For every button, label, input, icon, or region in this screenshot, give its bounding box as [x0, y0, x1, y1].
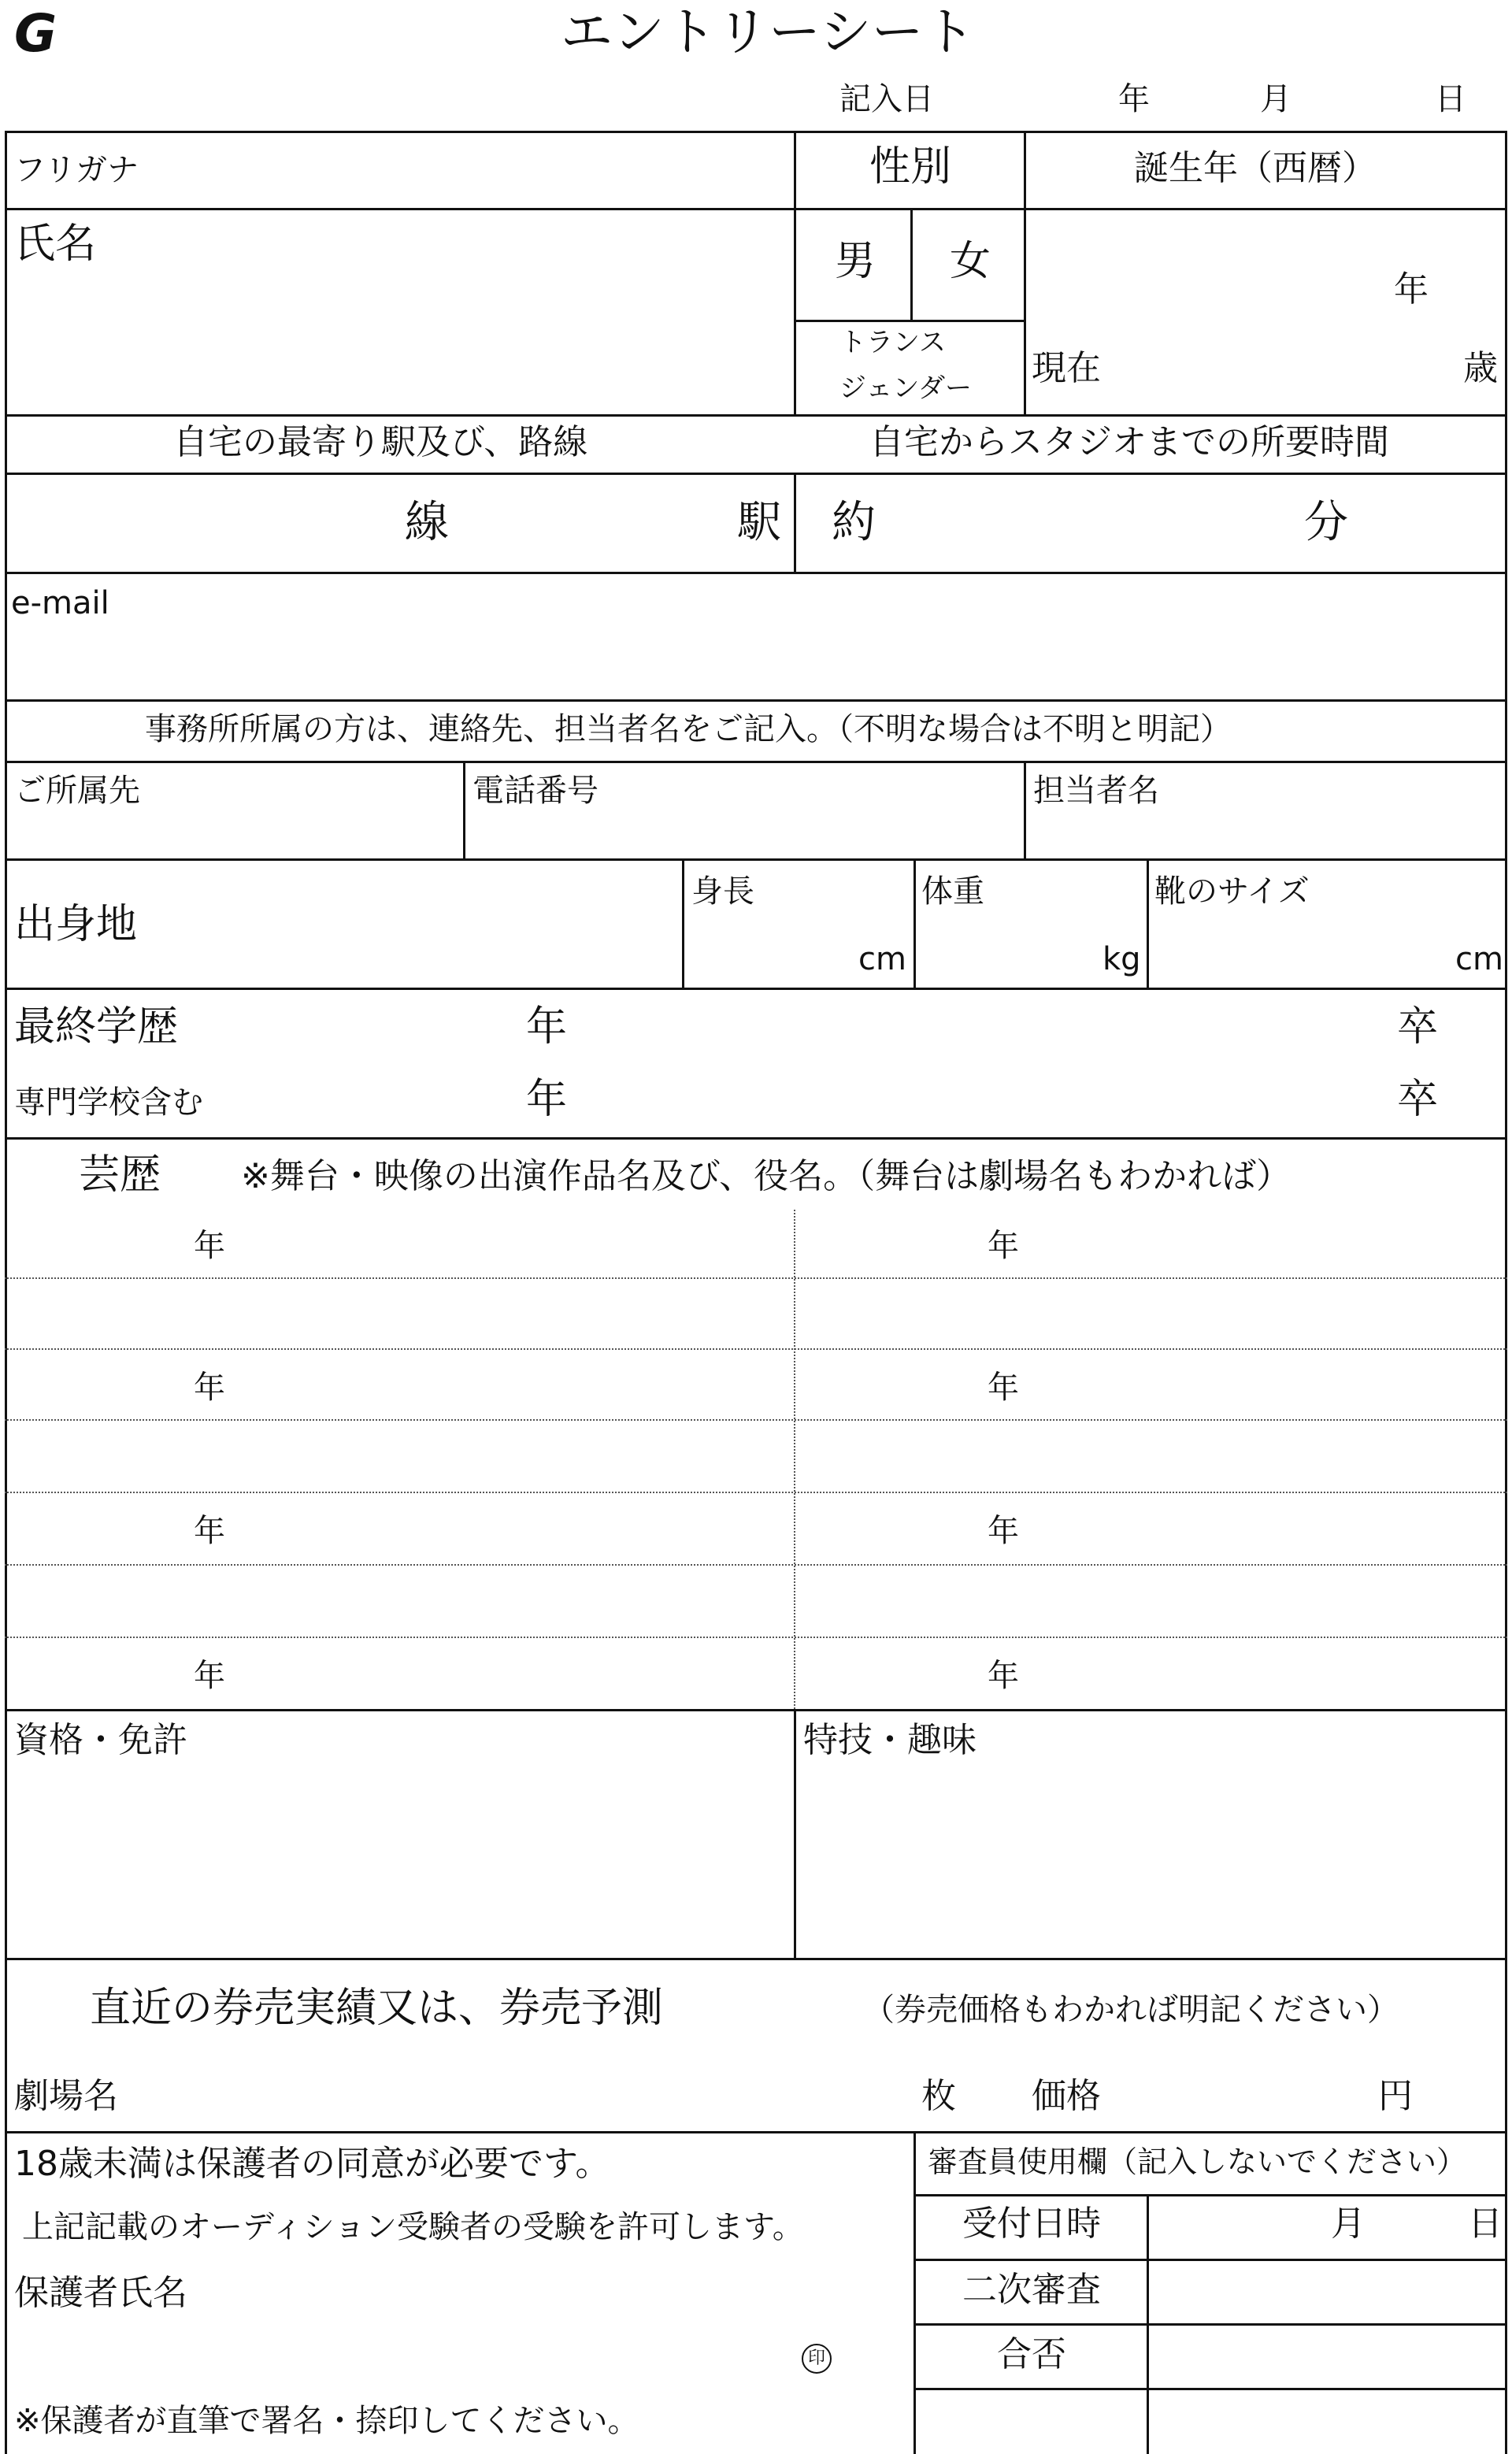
rule: [914, 2259, 1507, 2261]
entry-date-label: 記入日: [839, 81, 934, 117]
guardian-consent: 上記記載のオーディション受験者の受験を許可します。: [22, 2209, 804, 2245]
rule: [5, 131, 1507, 133]
license-label: 資格・免許: [14, 1720, 187, 1760]
page-title: エントリーシート: [561, 2, 976, 62]
name-label: 氏名: [14, 221, 97, 268]
birth-year-label: 誕生年（西暦）: [1134, 148, 1377, 188]
education-year-1: 年: [526, 1003, 568, 1051]
review-title: 審査員使用欄（記入しないでください）: [928, 2144, 1467, 2179]
gender-male-option[interactable]: 男: [835, 238, 876, 285]
email-label: e-mail: [11, 585, 109, 621]
rule: [1147, 2194, 1149, 2454]
career-year-right-1: 年: [988, 1228, 1019, 1264]
hobby-label: 特技・趣味: [803, 1720, 976, 1760]
age-unit: 歳: [1463, 348, 1498, 388]
education-grad-2: 卒: [1397, 1076, 1439, 1123]
rule: [682, 858, 684, 988]
rule: [5, 699, 1507, 702]
rule: [5, 473, 1507, 475]
manager-label: 担当者名: [1033, 773, 1159, 809]
rule: [794, 131, 796, 414]
current-age-label: 現在: [1032, 348, 1101, 388]
weight-label: 体重: [921, 873, 984, 910]
gender-female-option[interactable]: 女: [950, 238, 991, 285]
rule: [5, 208, 795, 210]
rule: [5, 572, 1507, 574]
phone-label: 電話番号: [472, 773, 598, 809]
sheets-unit: 枚: [921, 2076, 956, 2116]
rule: [914, 858, 916, 988]
rule: [795, 208, 1507, 210]
price-label: 価格: [1032, 2076, 1101, 2116]
furigana-label: フリガナ: [14, 152, 139, 188]
yen-unit: 円: [1378, 2076, 1413, 2116]
commute-time-header: 自宅からスタジオまでの所要時間: [869, 422, 1389, 462]
affiliation-label: ご所属先: [14, 773, 140, 809]
career-note: ※舞台・映像の出演作品名及び、役名。（舞台は劇場名もわかれば）: [241, 1156, 1292, 1196]
result-label: 合否: [997, 2334, 1066, 2374]
weight-unit: kg: [1102, 941, 1141, 977]
rule: [795, 320, 1024, 322]
rule: [5, 761, 1507, 763]
gender-transgender-option-line2[interactable]: ジェンダー: [839, 373, 972, 404]
rule: [5, 1277, 1507, 1279]
company-logo: G: [14, 3, 57, 64]
rule: [914, 2131, 916, 2454]
agency-note: 事務所所属の方は、連絡先、担当者名をご記入。（不明な場合は不明と明記）: [145, 711, 1232, 747]
rule: [5, 1958, 1507, 1960]
rule: [5, 988, 1507, 990]
education-label: 最終学歴: [14, 1003, 179, 1051]
rule: [794, 473, 796, 572]
minutes-unit: 分: [1304, 497, 1348, 548]
nearest-station-header: 自宅の最寄り駅及び、路線: [173, 422, 588, 462]
line-unit: 線: [405, 497, 449, 548]
career-year-right-3: 年: [988, 1513, 1019, 1549]
height-label: 身長: [691, 873, 754, 910]
rule: [914, 2323, 1507, 2326]
rule: [1147, 858, 1149, 988]
reception-month: 月: [1331, 2204, 1366, 2244]
rule: [5, 1564, 1507, 1566]
rule: [5, 2131, 1507, 2133]
rule: [914, 2388, 1507, 2390]
station-unit: 駅: [737, 497, 781, 548]
career-year-left-4: 年: [194, 1658, 225, 1694]
entry-date-year: 年: [1118, 81, 1150, 117]
entry-date-month: 月: [1260, 81, 1292, 117]
career-year-right-4: 年: [988, 1658, 1019, 1694]
height-unit: cm: [858, 941, 906, 977]
career-year-right-2: 年: [988, 1370, 1019, 1406]
rule: [1024, 761, 1026, 858]
frame-left: [5, 131, 7, 2454]
frame-right: [1505, 131, 1507, 2454]
rule: [914, 2194, 1507, 2196]
rule: [5, 1348, 1507, 1350]
ticket-sales-note: （券売価格もわかれば明記ください）: [863, 1992, 1399, 2028]
second-review-label: 二次審査: [962, 2270, 1101, 2310]
rule: [1024, 131, 1026, 414]
theater-label: 劇場名: [14, 2076, 118, 2116]
education-year-2: 年: [526, 1076, 568, 1123]
rule: [5, 1137, 1507, 1140]
rule: [5, 1492, 1507, 1493]
birth-year-unit: 年: [1394, 269, 1429, 310]
education-grad-1: 卒: [1397, 1003, 1439, 1051]
seal-icon: [802, 2344, 832, 2374]
rule: [5, 858, 1507, 861]
reception-day: 日: [1468, 2204, 1503, 2244]
rule: [910, 208, 913, 320]
reception-label: 受付日時: [962, 2204, 1101, 2244]
gender-label: 性別: [869, 143, 952, 191]
approx-label: 約: [832, 497, 876, 548]
guardian-name-label: 保護者氏名: [14, 2273, 187, 2313]
gender-transgender-option-line1[interactable]: トランス: [839, 327, 946, 358]
birthplace-label: 出身地: [14, 901, 138, 948]
career-label: 芸歴: [79, 1151, 161, 1199]
seal-mark: 印: [802, 2344, 832, 2374]
entry-date-day: 日: [1435, 81, 1466, 117]
guardian-note: ※保護者が直筆で署名・捺印してください。: [14, 2403, 639, 2439]
rule: [794, 1709, 796, 1958]
rule: [463, 761, 465, 858]
education-sublabel: 専門学校含む: [14, 1084, 203, 1121]
shoe-size-label: 靴のサイズ: [1154, 873, 1310, 910]
career-year-left-2: 年: [194, 1370, 225, 1406]
career-year-left-3: 年: [194, 1513, 225, 1549]
career-year-left-1: 年: [194, 1228, 225, 1264]
rule: [5, 1637, 1507, 1638]
rule: [5, 1709, 1507, 1711]
guardian-title: 18歳未満は保護者の同意が必要です。: [14, 2144, 610, 2184]
shoe-size-unit: cm: [1455, 941, 1503, 977]
rule: [5, 1419, 1507, 1421]
rule: [794, 1210, 795, 1709]
ticket-sales-title: 直近の券売実績又は、券売予測: [90, 1985, 664, 2032]
rule: [5, 414, 1507, 417]
